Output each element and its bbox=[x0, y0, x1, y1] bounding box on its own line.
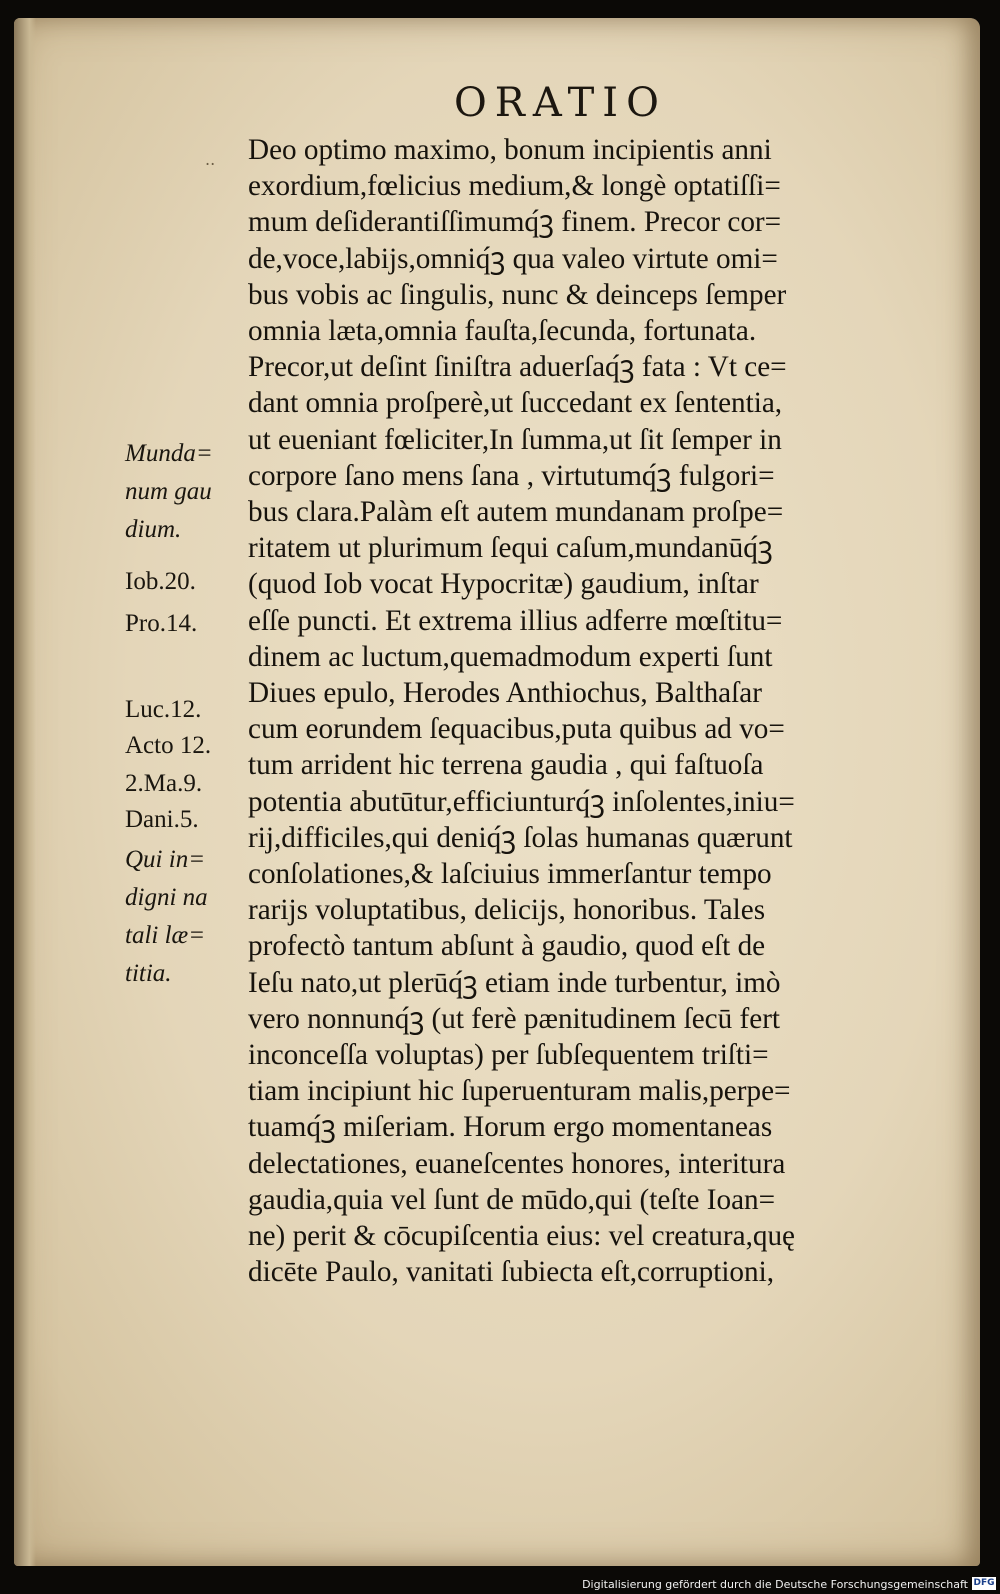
margin-note: Dani.5. bbox=[125, 806, 199, 833]
text-line: mum deſiderantiſſimumq́ꝫ finem. Precor cor= bbox=[248, 206, 782, 239]
margin-note: tali læ= bbox=[125, 922, 206, 949]
margin-note: Qui in= bbox=[125, 846, 206, 873]
text-line: tiam incipiunt hic ſuperuenturam malis,perpe= bbox=[248, 1075, 791, 1108]
page-header: ORATIO bbox=[454, 80, 667, 126]
text-line: eſſe puncti. Et extrema illius adferre mœſtitu= bbox=[248, 604, 783, 637]
text-line: tuamq́ꝫ miſeriam. Horum ergo momentaneas bbox=[248, 1111, 773, 1144]
footer-credit: Digitalisierung gefördert durch die Deutsche Forschungsgemeinschaft bbox=[582, 1578, 968, 1591]
text-line: conſolationes,& laſciuius immerſantur tempo bbox=[248, 858, 772, 890]
page-gutter-shadow bbox=[14, 18, 36, 1566]
text-line: Precor,ut deſint ſiniſtra aduerſaq́ꝫ fata : Vt ce= bbox=[248, 351, 787, 384]
text-line: (quod Iob vocat Hypocritæ) gaudium, inſtar bbox=[248, 568, 759, 601]
text-line: Diues epulo, Herodes Anthiochus, Balthaſar bbox=[248, 677, 762, 709]
text-line: bus vobis ac ſingulis, nunc & deinceps ſemper bbox=[248, 278, 787, 311]
text-line: ut eueniant fœliciter,In ſumma,ut ſit ſemper in bbox=[248, 423, 782, 456]
text-line: vero nonnunq́ꝫ (ut ferè pænitudinem ſecū fert bbox=[248, 1002, 781, 1035]
text-line: ritatem ut plurimum ſequi caſum,mundanūq́ꝫ bbox=[248, 532, 773, 565]
margin-note: Luc.12. bbox=[125, 696, 202, 723]
text-line: inconceſſa voluptas) per ſubſequentem triſti= bbox=[248, 1039, 769, 1071]
text-line: dinem ac luctum,quemadmodum experti ſunt bbox=[248, 640, 773, 673]
margin-note: Pro.14. bbox=[125, 610, 198, 637]
margin-note: dium. bbox=[125, 516, 182, 543]
marginal-mark: .. bbox=[205, 150, 216, 169]
text-line: ne) perit & cōcupiſcentia eius: vel creatura,quę bbox=[248, 1220, 796, 1252]
dfg-logo: DFG bbox=[973, 1578, 995, 1588]
margin-note: Acto 12. bbox=[125, 732, 212, 759]
text-line: tum arrident hic terrena gaudia , qui faſtuoſa bbox=[248, 749, 764, 782]
text-line: dicēte Paulo, vanitati ſubiecta eſt,corruptioni, bbox=[248, 1256, 775, 1289]
margin-note: digni na bbox=[125, 884, 208, 911]
text-line: delectationes, euaneſcentes honores, interitura bbox=[248, 1147, 786, 1180]
margin-note: titia. bbox=[125, 960, 172, 987]
margin-note: Munda= bbox=[125, 440, 213, 467]
text-line: rarijs voluptatibus, delicijs, honoribus. Tales bbox=[248, 894, 766, 927]
text-line: omnia læta,omnia fauſta,ſecunda, fortunata. bbox=[248, 315, 757, 347]
margin-note: Iob.20. bbox=[125, 568, 196, 595]
text-line: corpore ſano mens ſana , virtutumq́ꝫ fulgori= bbox=[248, 459, 775, 492]
text-line: bus clara.Palàm eſt autem mundanam proſpe= bbox=[248, 496, 784, 528]
text-line: cum eorundem ſequacibus,puta quibus ad vo= bbox=[248, 713, 785, 746]
text-line: Deo optimo maximo, bonum incipientis anni bbox=[248, 134, 772, 166]
margin-note: 2.Ma.9. bbox=[125, 770, 203, 797]
text-line: potentia abutūtur,efficiunturq́ꝫ inſolentes,iniu= bbox=[248, 785, 795, 818]
text-line: rij,difficiles,qui deniq́ꝫ ſolas humanas quærunt bbox=[248, 821, 793, 854]
text-line: exordium,fœlicius medium,& longè optatiſſi= bbox=[248, 170, 781, 203]
text-line: profectò tantum abſunt à gaudio, quod eſt de bbox=[248, 930, 766, 963]
text-line: dant omnia proſperè,ut ſuccedant ex ſententia, bbox=[248, 387, 783, 420]
text-line: de,voce,labijs,omniq́ꝫ qua valeo virtute omi= bbox=[248, 242, 778, 275]
margin-note: num gau bbox=[125, 478, 212, 505]
text-line: gaudia,quia vel ſunt de mūdo,qui (teſte Ioan= bbox=[248, 1183, 776, 1216]
text-line: Ieſu nato,ut plerūq́ꝫ etiam inde turbentur, imò bbox=[248, 966, 781, 999]
